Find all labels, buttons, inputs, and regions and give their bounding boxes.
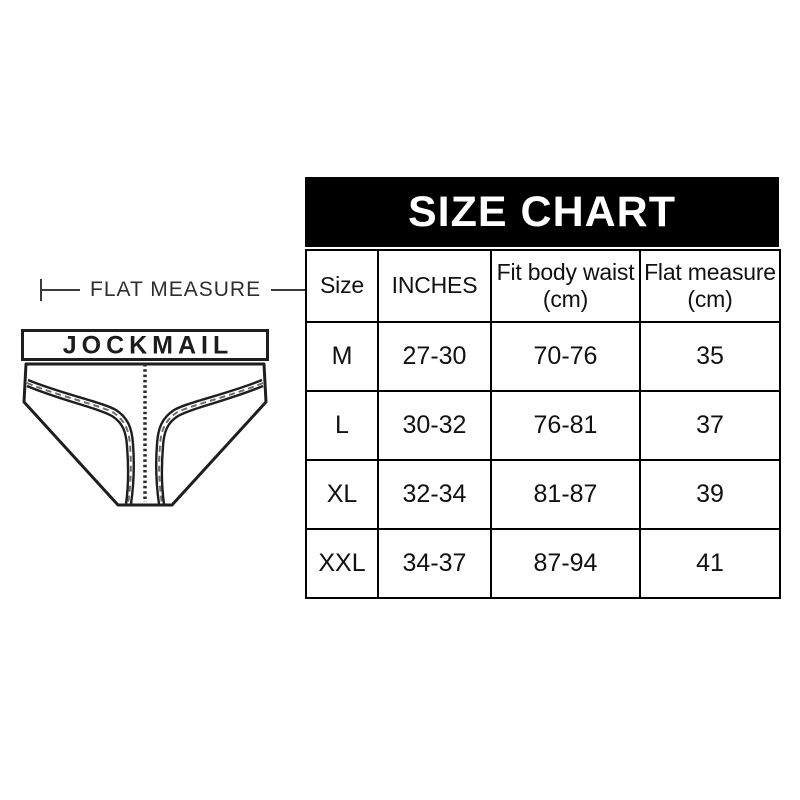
cell-inches: 34-37 — [378, 529, 491, 598]
size-chart-title-band — [305, 177, 779, 247]
cell-inches: 30-32 — [378, 391, 491, 460]
col-header-fit-body-waist: Fit body waist (cm) — [491, 250, 640, 322]
size-chart-title: SIZE CHART — [408, 187, 676, 236]
table-row-xxl — [306, 529, 780, 598]
cell-inches: 32-34 — [378, 460, 491, 529]
briefs-line-drawing — [20, 328, 270, 518]
cell-fit-body-waist: 70-76 — [491, 322, 640, 391]
flat-measure-label: FLAT MEASURE — [90, 278, 262, 301]
brand-logo: JOCKMAIL — [62, 331, 234, 360]
cell-size: L — [306, 391, 378, 460]
cell-size: XXL — [306, 529, 378, 598]
table-row-xl — [306, 460, 780, 529]
flat-measure-dimension — [40, 276, 270, 304]
cell-fit-body-waist: 81-87 — [491, 460, 640, 529]
cell-flat-measure: 37 — [640, 391, 780, 460]
cell-size: XL — [306, 460, 378, 529]
cell-flat-measure: 35 — [640, 322, 780, 391]
cell-inches: 27-30 — [378, 322, 491, 391]
cell-flat-measure: 41 — [640, 529, 780, 598]
cell-fit-body-waist: 87-94 — [491, 529, 640, 598]
cell-flat-measure: 39 — [640, 460, 780, 529]
cell-fit-body-waist: 76-81 — [491, 391, 640, 460]
table-header-row — [306, 250, 780, 322]
size-chart — [305, 177, 779, 599]
table-row-m — [306, 322, 780, 391]
size-table — [305, 249, 781, 599]
col-header-size: Size — [306, 250, 378, 322]
col-header-inches: INCHES — [378, 250, 491, 322]
cell-size: M — [306, 322, 378, 391]
table-row-l — [306, 391, 780, 460]
col-header-flat-measure: Flat measure (cm) — [640, 250, 780, 322]
dimension-left-dash-icon — [42, 289, 80, 291]
dimension-right-dash-icon — [271, 289, 309, 291]
